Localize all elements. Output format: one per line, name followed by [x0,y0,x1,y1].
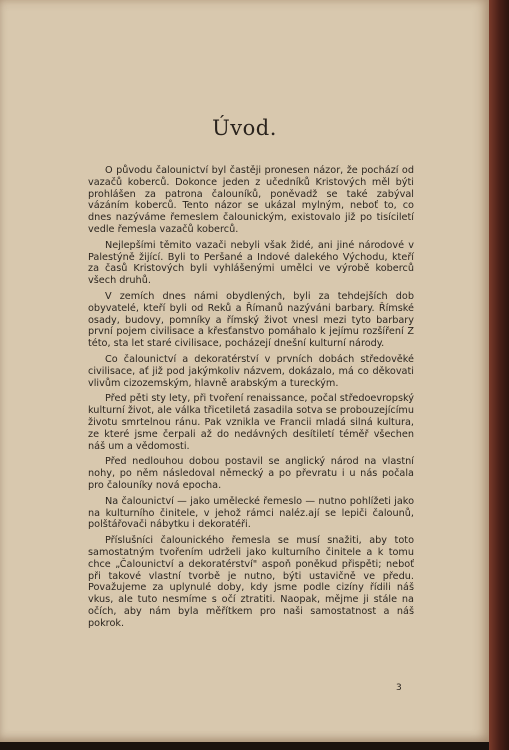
paragraph: Před pěti sty lety, při tvoření renaissance, počal středoevropský kulturní život, ale válka třicetiletá zasadila sotva se probouzejícímu životu smrtelnou ránu. Pak vznikla ve Francii mladá silná kultura, ze které jsme čerpali až do nedávných desítiletí téměř všechen náš um a vědomosti. [88,393,414,452]
paragraph: Co čalounictví a dekoratérství v prvních dobách středověké civilisace, ať již pod jakýmkoliv názvem, dokázalo, má co děkovati vlivům cizozemským, hlavně arabským a tureckým. [88,353,414,389]
page-number: 3 [396,683,402,693]
paragraph: Před nedlouhou dobou postavil se anglický národ na vlastní nohy, po něm následoval německý a po převratu i u nás počala pro čalouníky nová epocha. [88,456,414,491]
paragraph: Příslušníci čalounického řemesla se musí snažiti, aby toto samostatným tvořením udrželi jako kulturního činitele a k tomu chce „Čalounictví a dekoratérství" aspoň poněkud přispěti; neboť při takové vlastní tvorbě je nutno, býti ustavičně ve předu. Považujeme za uplynulé doby, kdy jsme podle cizíny řídili náš vkus, ale tuto nesmíme s očí ztratiti. Naopak, mějme ji stále na očích, aby nám byla měřítkem pro naši samostatnost a náš pokrok. [88,535,414,629]
chapter-heading: Úvod. [212,116,277,140]
paragraph: Na čalounictví — jako umělecké řemeslo — nutno pohlížeti jako na kulturního činitele, v jehož rámci naléz.ají se lepiči čalounů, polštářovači nábytku i dekoratéři. [88,495,414,531]
body-text [88,165,414,633]
paragraph: O původu čalounictví byl častěji pronesen názor, že pochází od vazačů koberců. Dokonce jeden z učedníků Kristových měl býti prohlášen za patrona čalouníků, poněvadž se také zabýval vázáním koberců. Tento názor se ukázal mylným, neboť to, co dnes nazýváme řemeslem čalounickým, existovalo již po tisíciletí vedle řemesla vazačů koberců. [88,165,414,235]
book-spine-edge [489,0,509,750]
paragraph: V zemích dnes námi obydlených, byli za tehdejších dob obyvatelé, kteří byli od Reků a Římanů nazýváni barbary. Římské osady, budovy, pomníky a římský život vnesl mezi tyto barbary první pojem civilisace a křesťanstvo pomáhalo k jejímu rozšíření Z této, sta let staré civilisace, pocházejí dnešní kulturní národy. [88,290,414,350]
paragraph: Nejlepšími těmito vazači nebyli však židé, ani jiné národové v Palestýně žijící. Byli to Peršané a Indové dalekého Východu, kteří za časů Kristových byli vyhlášenými umělci ve výrobě koberců všech druhů. [88,239,414,287]
